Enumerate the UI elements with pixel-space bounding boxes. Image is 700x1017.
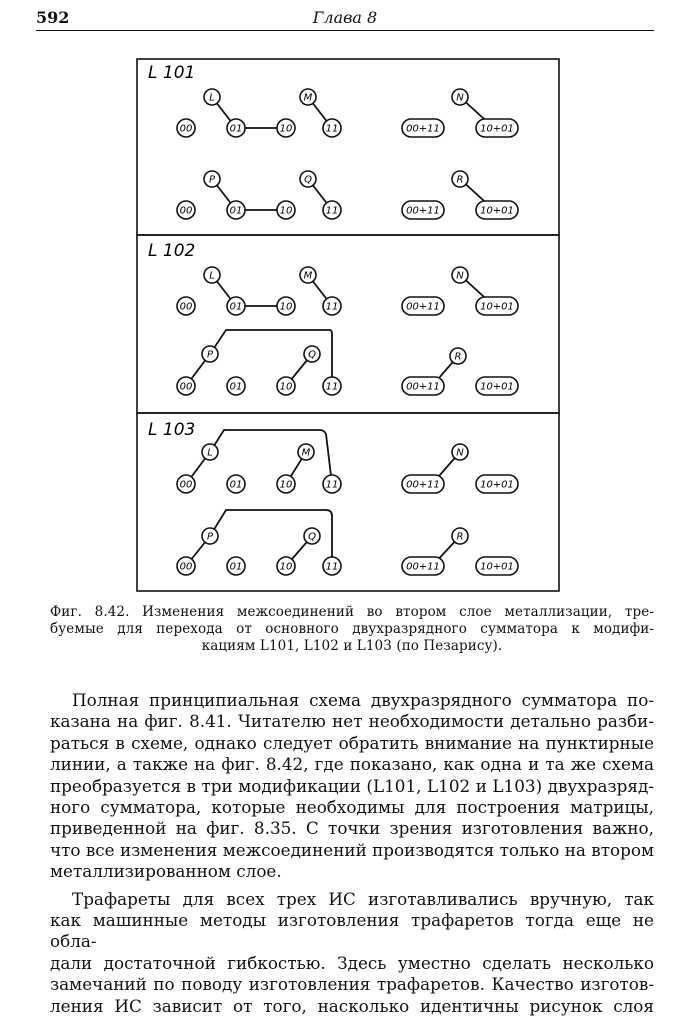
svg-text:10+01: 10+01 <box>480 561 514 573</box>
svg-text:Q: Q <box>308 349 316 361</box>
node-cell <box>227 297 245 315</box>
node-letter <box>300 171 316 187</box>
node-letter <box>452 528 468 544</box>
svg-text:00+11: 00+11 <box>406 479 440 491</box>
panel-label-l101: L 101 <box>148 63 196 83</box>
node-cell <box>277 297 295 315</box>
chapter-title: Глава 8 <box>312 8 378 27</box>
svg-text:N: N <box>456 270 464 282</box>
svg-text:R: R <box>456 174 464 186</box>
svg-text:10+01: 10+01 <box>480 479 514 491</box>
svg-text:00: 00 <box>179 561 193 573</box>
node-letter <box>202 444 218 460</box>
node-cell <box>277 557 295 575</box>
svg-text:R: R <box>454 351 462 363</box>
svg-text:11: 11 <box>325 561 339 573</box>
svg-text:L: L <box>209 270 215 282</box>
caption-line: Фиг. 8.42. Изменения межсоединений во втором слое металлизации, тре- <box>50 604 654 620</box>
svg-text:Q: Q <box>304 174 312 186</box>
svg-text:P: P <box>206 349 214 361</box>
node-letter <box>202 346 218 362</box>
node-letter <box>202 528 218 544</box>
node-pair <box>402 557 444 575</box>
svg-text:11: 11 <box>325 205 339 217</box>
node-letter <box>300 267 316 283</box>
node-cell <box>277 377 295 395</box>
svg-text:M: M <box>301 447 311 459</box>
caption-line: кациям L101, L102 и L103 (по Пезарису). <box>201 638 503 654</box>
figure-8-42 <box>136 58 560 592</box>
paragraph-line: как машинные методы изготовления трафаретов тогда еще не обла- <box>50 910 654 952</box>
svg-text:00+11: 00+11 <box>406 381 440 393</box>
node-cell <box>323 475 341 493</box>
svg-text:M: M <box>303 92 313 104</box>
svg-text:00+11: 00+11 <box>406 301 440 313</box>
svg-text:11: 11 <box>325 381 339 393</box>
node-pair <box>402 475 444 493</box>
caption-line: буемые для перехода от основного двухразрядного сумматора к модифи- <box>50 621 654 637</box>
node-letter <box>304 528 320 544</box>
svg-text:00+11: 00+11 <box>406 561 440 573</box>
figure-diagram <box>136 58 560 592</box>
node-pair <box>476 377 518 395</box>
paragraph-line: преобразуется в три модификации (L101, L102 и L103) двухразряд- <box>50 775 654 796</box>
node-letter <box>452 89 468 105</box>
svg-text:10+01: 10+01 <box>480 381 514 393</box>
node-cell <box>177 201 195 219</box>
node-pair <box>476 475 518 493</box>
svg-text:10: 10 <box>279 301 293 313</box>
node-letter <box>204 267 220 283</box>
svg-text:10+01: 10+01 <box>480 123 514 135</box>
node-cell <box>323 297 341 315</box>
node-cell <box>277 119 295 137</box>
svg-text:P: P <box>206 531 214 543</box>
node-cell <box>177 119 195 137</box>
svg-text:00: 00 <box>179 479 193 491</box>
svg-text:01: 01 <box>229 479 243 491</box>
node-pair <box>476 557 518 575</box>
svg-text:00+11: 00+11 <box>406 205 440 217</box>
node-pair <box>476 119 518 137</box>
node-pair <box>402 297 444 315</box>
svg-text:Q: Q <box>308 531 316 543</box>
page-number: 592 <box>36 8 70 27</box>
svg-text:00: 00 <box>179 381 193 393</box>
svg-text:00: 00 <box>179 301 193 313</box>
svg-text:01: 01 <box>229 381 243 393</box>
node-pair <box>402 201 444 219</box>
node-pair <box>476 201 518 219</box>
node-cell <box>227 119 245 137</box>
svg-text:00+11: 00+11 <box>406 123 440 135</box>
node-pair <box>476 297 518 315</box>
svg-text:10: 10 <box>279 381 293 393</box>
paragraph-line: ления ИС зависит от того, насколько идентичны рисунок слоя <box>50 995 654 1016</box>
page-header <box>36 8 654 30</box>
node-cell <box>177 377 195 395</box>
svg-text:11: 11 <box>325 301 339 313</box>
header-rule <box>36 30 654 31</box>
node-cell <box>323 119 341 137</box>
node-letter <box>452 444 468 460</box>
node-cell <box>227 475 245 493</box>
node-cell <box>227 377 245 395</box>
node-cell <box>323 557 341 575</box>
node-cell <box>277 201 295 219</box>
svg-text:10: 10 <box>279 561 293 573</box>
node-letter <box>298 444 314 460</box>
svg-text:00: 00 <box>179 123 193 135</box>
svg-text:N: N <box>456 447 464 459</box>
svg-text:11: 11 <box>325 123 339 135</box>
svg-text:N: N <box>456 92 464 104</box>
svg-text:10: 10 <box>279 123 293 135</box>
paragraph-line: приведенной на фиг. 8.35. С точки зрения изготовления важно, <box>50 818 654 839</box>
node-cell <box>323 377 341 395</box>
svg-text:10: 10 <box>279 205 293 217</box>
panel-label-l102: L 102 <box>148 241 196 261</box>
svg-text:01: 01 <box>229 561 243 573</box>
svg-text:10+01: 10+01 <box>480 301 514 313</box>
node-cell <box>323 201 341 219</box>
node-cell <box>227 201 245 219</box>
svg-text:L: L <box>209 92 215 104</box>
svg-text:01: 01 <box>229 123 243 135</box>
node-cell <box>277 475 295 493</box>
node-cell <box>177 557 195 575</box>
paragraph-line: линии, а также на фиг. 8.42, где показано, как одна и та же схема <box>50 754 654 775</box>
body-text <box>50 690 654 1017</box>
svg-text:00: 00 <box>179 205 193 217</box>
panel-label-l103: L 103 <box>148 420 196 440</box>
svg-text:01: 01 <box>229 301 243 313</box>
paragraph-line: замечаний по поводу изготовления трафаретов. Качество изготов- <box>50 974 654 995</box>
paragraph-line: раться в схеме, однако следует обратить внимание на пунктирные <box>50 732 654 753</box>
node-cell <box>177 475 195 493</box>
svg-text:11: 11 <box>325 479 339 491</box>
node-pair <box>402 119 444 137</box>
node-letter <box>300 89 316 105</box>
node-cell <box>177 297 195 315</box>
paragraph-line: Полная принципиальная схема двухразрядного сумматора по- <box>72 690 654 710</box>
paragraph-line: дали достаточной гибкостью. Здесь уместно сделать несколько <box>50 952 654 973</box>
node-letter <box>452 171 468 187</box>
svg-text:10: 10 <box>279 479 293 491</box>
paragraph-line: казана на фиг. 8.41. Читателю нет необходимости детально разби- <box>50 711 654 732</box>
wire <box>210 430 332 484</box>
node-letter <box>450 348 466 364</box>
paragraph-line: ного сумматора, которые необходимы для построения матрицы, <box>50 797 654 818</box>
node-letter <box>204 171 220 187</box>
paragraph-line: металлизированном слое. <box>50 861 282 882</box>
node-letter <box>304 346 320 362</box>
node-letter <box>452 267 468 283</box>
svg-text:10+01: 10+01 <box>480 205 514 217</box>
node-letter <box>204 89 220 105</box>
paragraph-line: Трафареты для всех трех ИС изготавливались вручную, так <box>72 888 654 909</box>
node-pair <box>402 377 444 395</box>
paragraph-line: что все изменения межсоединений производятся только на втором <box>50 839 654 860</box>
svg-text:P: P <box>208 174 216 186</box>
svg-text:01: 01 <box>229 205 243 217</box>
node-cell <box>227 557 245 575</box>
svg-text:R: R <box>456 531 464 543</box>
figure-caption <box>50 604 654 655</box>
svg-text:M: M <box>303 270 313 282</box>
svg-text:L: L <box>207 447 213 459</box>
